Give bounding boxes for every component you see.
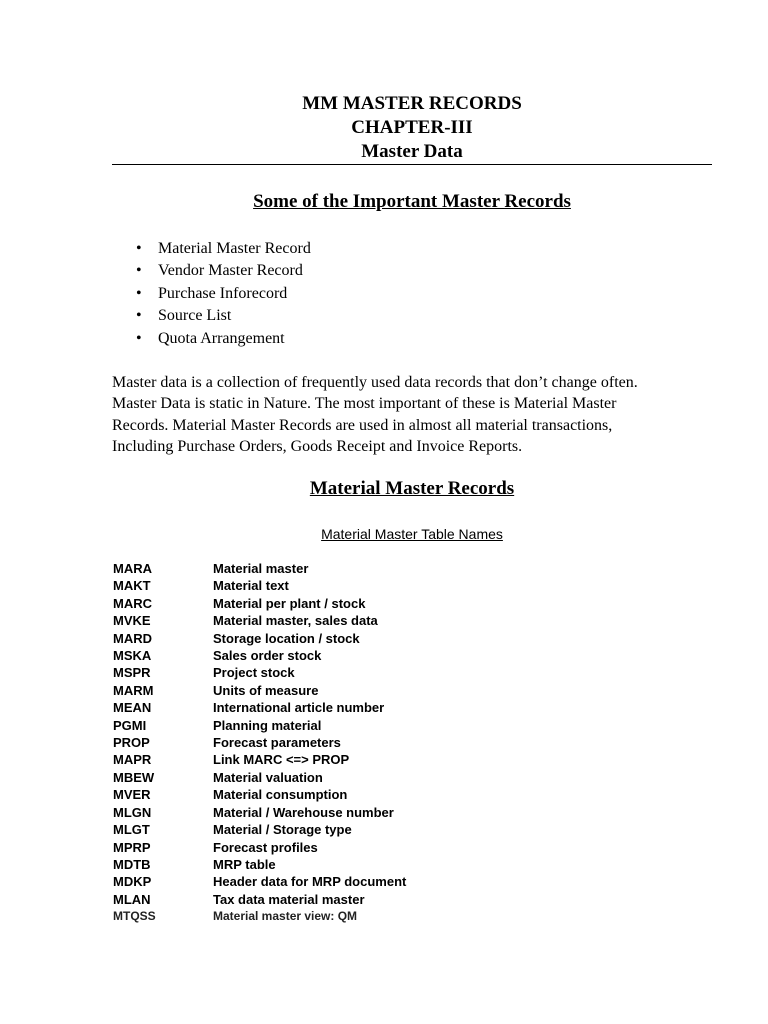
table-code: PROP xyxy=(113,735,150,751)
document-title xyxy=(112,92,712,164)
table-description: Project stock xyxy=(213,665,295,681)
table-row xyxy=(113,699,406,716)
table-row xyxy=(113,804,406,821)
table-code: MARD xyxy=(113,630,152,646)
table-description: Material valuation xyxy=(213,769,323,785)
table-description: Material master view: QM xyxy=(213,909,358,924)
bullet-icon: • xyxy=(136,307,142,325)
table-code: MSKA xyxy=(113,648,152,664)
list-item-label: Vendor Master Record xyxy=(158,262,303,280)
section-heading-important-records: Some of the Important Master Records xyxy=(253,191,571,212)
list-item-label: Purchase Inforecord xyxy=(158,284,288,302)
table-row xyxy=(113,734,406,751)
bullet-icon: • xyxy=(136,329,142,347)
table-description: Link MARC <=> PROP xyxy=(213,752,350,768)
table-description: Units of measure xyxy=(213,682,319,698)
table-row xyxy=(113,664,406,681)
table-row xyxy=(113,786,406,803)
table-row xyxy=(113,717,406,734)
table-description: Material consumption xyxy=(213,787,348,803)
table-description: International article number xyxy=(213,700,385,716)
table-description: Material / Storage type xyxy=(213,822,352,838)
table-row xyxy=(113,891,406,908)
list-item xyxy=(112,260,311,282)
title-line-1: MM MASTER RECORDS xyxy=(302,93,522,114)
table-row xyxy=(113,647,406,664)
table-code: MDTB xyxy=(113,856,151,872)
table-row xyxy=(113,577,406,594)
table-code: MVER xyxy=(113,787,151,803)
table-row xyxy=(113,560,406,577)
table-row xyxy=(113,612,406,629)
table-row xyxy=(113,873,406,890)
title-line-2: CHAPTER-III xyxy=(351,117,473,138)
table-description: MRP table xyxy=(213,856,276,872)
table-description: Material master, sales data xyxy=(213,613,378,629)
table-code: MARA xyxy=(113,561,152,576)
paragraph-line: Including Purchase Orders, Goods Receipt and Invoice Reports. xyxy=(112,437,523,455)
table-code: MVKE xyxy=(113,613,151,629)
table-heading: Material Master Table Names xyxy=(321,526,503,542)
list-item xyxy=(112,328,311,350)
table-row xyxy=(113,682,406,699)
table-description: Storage location / stock xyxy=(213,630,360,646)
list-item-label: Source List xyxy=(158,307,232,325)
table-code: MBEW xyxy=(113,769,155,785)
horizontal-rule xyxy=(112,164,712,165)
table-code: MAPR xyxy=(113,752,152,768)
table-code: MTQSS xyxy=(113,909,156,924)
table-code: MAKT xyxy=(113,578,151,594)
list-item-label: Material Master Record xyxy=(158,240,311,257)
section-heading-material-master: Material Master Records xyxy=(309,478,515,499)
table-description: Material master xyxy=(213,561,309,576)
table-code: MLAN xyxy=(113,891,151,907)
table-description: Sales order stock xyxy=(213,648,322,664)
table-description: Forecast parameters xyxy=(213,735,341,751)
table-description: Material text xyxy=(213,578,289,594)
table-description: Tax data material master xyxy=(213,891,365,907)
table-row xyxy=(113,769,406,786)
table-code: PGMI xyxy=(113,717,147,733)
table-row xyxy=(113,751,406,768)
table-row xyxy=(113,839,406,856)
list-item xyxy=(112,238,311,260)
paragraph-line: Master Data is static in Nature. The most important of these is Material Master xyxy=(112,395,617,413)
table-description: Material per plant / stock xyxy=(213,595,366,611)
table-description: Forecast profiles xyxy=(213,839,318,855)
table-code: MPRP xyxy=(113,839,151,855)
table-code: MSPR xyxy=(113,665,151,681)
table-row xyxy=(113,856,406,873)
table-code: MLGN xyxy=(113,804,152,820)
table-code: MEAN xyxy=(113,700,152,716)
table-row xyxy=(113,821,406,838)
list-item xyxy=(112,283,311,305)
bullet-icon: • xyxy=(136,240,142,257)
paragraph-line: Master data is a collection of frequently used data records that don’t change often. xyxy=(112,374,638,391)
table-row xyxy=(113,630,406,647)
bullet-icon: • xyxy=(136,262,142,280)
table-description: Planning material xyxy=(213,717,322,733)
material-master-table xyxy=(113,560,406,926)
list-item-label: Quota Arrangement xyxy=(158,329,285,347)
table-row xyxy=(113,595,406,612)
bullet-icon: • xyxy=(136,284,142,302)
table-row xyxy=(113,908,406,925)
table-code: MARC xyxy=(113,595,152,611)
list-item xyxy=(112,305,311,327)
table-description: Material / Warehouse number xyxy=(213,804,394,820)
master-records-list xyxy=(112,238,311,350)
table-code: MLGT xyxy=(113,822,150,838)
master-data-paragraph xyxy=(112,372,712,457)
title-line-3: Master Data xyxy=(361,141,463,162)
table-description: Header data for MRP document xyxy=(213,874,407,890)
paragraph-line: Records. Material Master Records are used in almost all material transactions, xyxy=(112,416,613,434)
table-code: MARM xyxy=(113,682,154,698)
table-code: MDKP xyxy=(113,874,152,890)
